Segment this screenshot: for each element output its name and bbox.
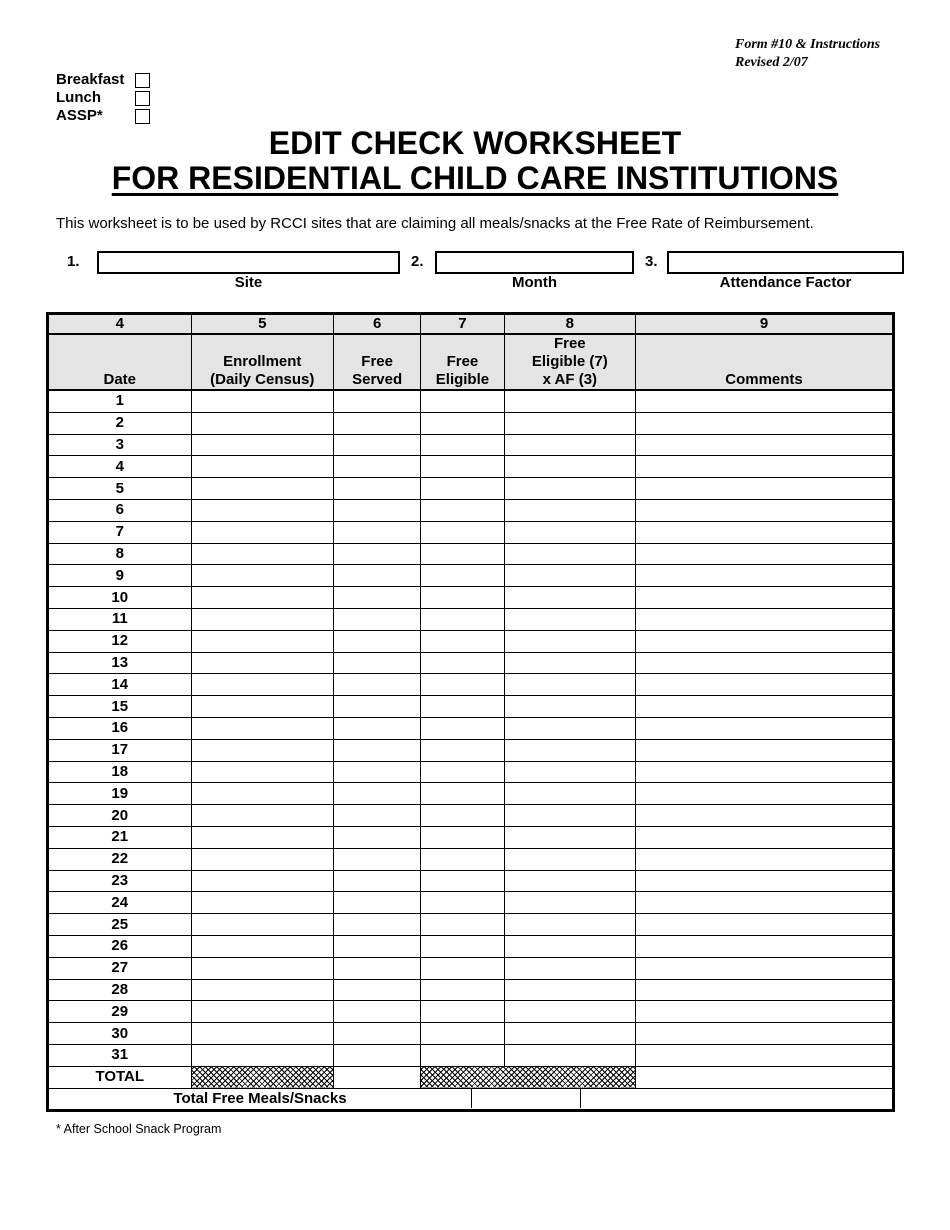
date-cell: 19 [48, 783, 192, 805]
free-eligible-cell[interactable] [421, 390, 504, 412]
free-eligible-af-cell[interactable] [504, 914, 635, 936]
total-label: TOTAL [48, 1066, 192, 1088]
form-identifier [735, 36, 880, 72]
free-eligible-af-cell[interactable] [504, 478, 635, 500]
enrollment-cell[interactable] [191, 979, 334, 1001]
free-served-cell[interactable] [334, 805, 421, 827]
table-row [48, 1044, 894, 1066]
enrollment-cell[interactable] [191, 848, 334, 870]
table-row [48, 565, 894, 587]
free-served-cell[interactable] [334, 1023, 421, 1045]
date-cell: 17 [48, 739, 192, 761]
date-cell: 9 [48, 565, 192, 587]
enrollment-cell[interactable] [191, 957, 334, 979]
free-eligible-cell[interactable] [421, 914, 504, 936]
free-served-cell[interactable] [334, 914, 421, 936]
table-row [48, 608, 894, 630]
enrollment-cell[interactable] [191, 390, 334, 412]
attendance-factor-label: Attendance Factor [719, 274, 852, 291]
date-cell: 5 [48, 478, 192, 500]
enrollment-cell[interactable] [191, 1001, 334, 1023]
date-cell: 11 [48, 608, 192, 630]
total-free-meals-extra[interactable] [580, 1089, 892, 1108]
table-row [48, 652, 894, 674]
date-cell: 30 [48, 1023, 192, 1045]
free-eligible-af-cell[interactable] [504, 565, 635, 587]
comments-cell[interactable] [636, 456, 894, 478]
table-row [48, 1001, 894, 1023]
total-free-meals-label: Total Free Meals/Snacks [173, 1090, 347, 1108]
free-eligible-af-cell[interactable] [504, 412, 635, 434]
edit-check-table [46, 312, 895, 1112]
table-row [48, 739, 894, 761]
date-cell: 21 [48, 826, 192, 848]
free-eligible-af-cell[interactable] [504, 826, 635, 848]
footnote: * After School Snack Program [56, 1122, 222, 1136]
table-row [48, 412, 894, 434]
comments-cell[interactable] [636, 587, 894, 609]
free-served-cell[interactable] [334, 587, 421, 609]
free-eligible-af-cell[interactable] [504, 543, 635, 565]
enrollment-cell[interactable] [191, 456, 334, 478]
table-row [48, 456, 894, 478]
date-cell: 1 [48, 390, 192, 412]
month-field-number: 2. [411, 253, 424, 270]
enrollment-cell[interactable] [191, 674, 334, 696]
header-free-served [334, 334, 421, 390]
lunch-checkbox[interactable] [135, 91, 150, 106]
comments-cell[interactable] [636, 935, 894, 957]
free-eligible-cell[interactable] [421, 434, 504, 456]
free-eligible-af-cell[interactable] [504, 499, 635, 521]
free-eligible-cell[interactable] [421, 761, 504, 783]
header-line: Free [553, 335, 586, 352]
instructions-text: This worksheet is to be used by RCCI sites that are claiming all meals/snacks at the Free Rate of Reimbursement. [56, 215, 814, 232]
date-cell: 22 [48, 848, 192, 870]
enrollment-cell[interactable] [191, 783, 334, 805]
free-eligible-cell[interactable] [421, 739, 504, 761]
table-row [48, 848, 894, 870]
free-served-cell[interactable] [334, 935, 421, 957]
header-line: Eligible [435, 371, 490, 388]
meal-type-assp[interactable] [56, 107, 124, 125]
free-eligible-af-cell[interactable] [504, 957, 635, 979]
header-line: Enrollment [223, 353, 302, 370]
free-served-cell[interactable] [334, 412, 421, 434]
free-eligible-cell[interactable] [421, 630, 504, 652]
free-eligible-cell[interactable] [421, 717, 504, 739]
header-free-eligible [421, 334, 504, 390]
free-eligible-af-cell[interactable] [504, 652, 635, 674]
comments-cell[interactable] [636, 957, 894, 979]
free-served-cell[interactable] [334, 717, 421, 739]
form-number: Form #10 & Instructions [735, 37, 881, 52]
comments-cell[interactable] [636, 848, 894, 870]
free-eligible-cell[interactable] [421, 848, 504, 870]
enrollment-cell[interactable] [191, 805, 334, 827]
table-row [48, 870, 894, 892]
free-served-cell[interactable] [334, 521, 421, 543]
free-served-cell[interactable] [334, 696, 421, 718]
form-revision: Revised 2/07 [735, 55, 808, 70]
free-eligible-cell[interactable] [421, 870, 504, 892]
free-eligible-cell[interactable] [421, 957, 504, 979]
header-line: Served [352, 371, 403, 388]
free-served-cell[interactable] [334, 1044, 421, 1066]
date-cell: 20 [48, 805, 192, 827]
free-eligible-af-cell[interactable] [504, 717, 635, 739]
free-eligible-af-cell[interactable] [504, 696, 635, 718]
free-served-cell[interactable] [334, 870, 421, 892]
comments-cell[interactable] [636, 499, 894, 521]
comments-cell[interactable] [636, 1023, 894, 1045]
comments-cell[interactable] [636, 870, 894, 892]
total-free-meals-row [48, 1088, 894, 1111]
table-row [48, 478, 894, 500]
free-served-cell[interactable] [334, 499, 421, 521]
free-eligible-cell[interactable] [421, 565, 504, 587]
enrollment-cell[interactable] [191, 543, 334, 565]
free-eligible-cell[interactable] [421, 587, 504, 609]
free-eligible-cell[interactable] [421, 478, 504, 500]
column-number: 7 [421, 314, 504, 335]
enrollment-cell[interactable] [191, 608, 334, 630]
table-row [48, 783, 894, 805]
table-row [48, 543, 894, 565]
comments-cell[interactable] [636, 761, 894, 783]
free-eligible-af-cell[interactable] [504, 805, 635, 827]
comments-cell[interactable] [636, 521, 894, 543]
date-cell: 23 [48, 870, 192, 892]
table-row [48, 390, 894, 412]
header-line: (Daily Census) [210, 371, 315, 388]
comments-cell[interactable] [636, 696, 894, 718]
total-row [48, 1066, 894, 1088]
enrollment-cell[interactable] [191, 587, 334, 609]
date-cell: 3 [48, 434, 192, 456]
free-eligible-cell[interactable] [421, 805, 504, 827]
comments-cell[interactable] [636, 979, 894, 1001]
column-number-row [48, 314, 894, 335]
header-line: Free [361, 353, 393, 370]
free-eligible-af-cell[interactable] [504, 935, 635, 957]
free-served-cell[interactable] [334, 674, 421, 696]
free-served-cell[interactable] [334, 652, 421, 674]
comments-cell[interactable] [636, 805, 894, 827]
table-row [48, 674, 894, 696]
date-cell: 24 [48, 892, 192, 914]
free-eligible-cell[interactable] [421, 1044, 504, 1066]
table-row [48, 521, 894, 543]
column-number: 5 [191, 314, 334, 335]
free-eligible-cell[interactable] [421, 499, 504, 521]
comments-cell[interactable] [636, 892, 894, 914]
free-eligible-cell[interactable] [421, 674, 504, 696]
date-cell: 13 [48, 652, 192, 674]
enrollment-cell[interactable] [191, 1044, 334, 1066]
free-eligible-af-cell[interactable] [504, 739, 635, 761]
enrollment-cell[interactable] [191, 935, 334, 957]
free-eligible-af-cell[interactable] [504, 587, 635, 609]
free-eligible-cell[interactable] [421, 652, 504, 674]
comments-cell[interactable] [636, 608, 894, 630]
free-eligible-af-cell[interactable] [504, 1023, 635, 1045]
free-eligible-cell[interactable] [421, 1001, 504, 1023]
meal-type-checklist [56, 71, 124, 125]
header-free-eligible-x-af [504, 334, 635, 390]
column-number: 6 [334, 314, 421, 335]
date-cell: 7 [48, 521, 192, 543]
date-cell: 12 [48, 630, 192, 652]
header-line: x AF (3) [542, 371, 598, 388]
free-eligible-af-cell[interactable] [504, 630, 635, 652]
comments-cell[interactable] [636, 1001, 894, 1023]
column-number: 8 [504, 314, 635, 335]
enrollment-cell[interactable] [191, 717, 334, 739]
free-eligible-af-cell[interactable] [504, 761, 635, 783]
table-row [48, 434, 894, 456]
attendance-factor-input[interactable] [667, 251, 904, 274]
free-eligible-af-cell[interactable] [504, 892, 635, 914]
free-eligible-cell[interactable] [421, 783, 504, 805]
free-eligible-cell[interactable] [421, 696, 504, 718]
site-input[interactable] [97, 251, 400, 274]
table-row [48, 914, 894, 936]
free-eligible-af-cell[interactable] [504, 608, 635, 630]
table-row [48, 892, 894, 914]
enrollment-cell[interactable] [191, 478, 334, 500]
date-cell: 18 [48, 761, 192, 783]
comments-cell[interactable] [636, 390, 894, 412]
month-input[interactable] [435, 251, 634, 274]
free-eligible-af-cell[interactable] [504, 1044, 635, 1066]
comments-cell[interactable] [636, 739, 894, 761]
free-eligible-af-cell[interactable] [504, 674, 635, 696]
page-title: EDIT CHECK WORKSHEET [268, 125, 682, 161]
free-eligible-cell[interactable] [421, 892, 504, 914]
date-cell: 4 [48, 456, 192, 478]
enrollment-cell[interactable] [191, 412, 334, 434]
meal-type-label: Breakfast [56, 71, 125, 88]
date-cell: 2 [48, 412, 192, 434]
free-served-cell[interactable] [334, 630, 421, 652]
free-served-cell[interactable] [334, 979, 421, 1001]
total-enrollment-shaded [191, 1066, 334, 1088]
free-eligible-af-cell[interactable] [504, 390, 635, 412]
free-served-cell[interactable] [334, 608, 421, 630]
free-eligible-af-cell[interactable] [504, 434, 635, 456]
attendance-factor-field-number: 3. [645, 253, 658, 270]
total-free-meals-value[interactable] [471, 1089, 580, 1108]
site-label: Site [234, 274, 263, 291]
enrollment-cell[interactable] [191, 826, 334, 848]
free-eligible-cell[interactable] [421, 979, 504, 1001]
column-number: 9 [636, 314, 894, 335]
enrollment-cell[interactable] [191, 696, 334, 718]
site-field-number: 1. [67, 253, 80, 270]
table-row [48, 805, 894, 827]
date-cell: 27 [48, 957, 192, 979]
free-served-cell[interactable] [334, 957, 421, 979]
comments-cell[interactable] [636, 652, 894, 674]
free-served-cell[interactable] [334, 1001, 421, 1023]
comments-cell[interactable] [636, 412, 894, 434]
date-cell: 10 [48, 587, 192, 609]
comments-cell[interactable] [636, 783, 894, 805]
date-cell: 26 [48, 935, 192, 957]
free-served-cell[interactable] [334, 783, 421, 805]
breakfast-checkbox[interactable] [135, 73, 150, 88]
table-row [48, 717, 894, 739]
table-row [48, 957, 894, 979]
table-row [48, 499, 894, 521]
date-cell: 29 [48, 1001, 192, 1023]
free-served-cell[interactable] [334, 848, 421, 870]
header-enrollment [191, 334, 334, 390]
date-cell: 15 [48, 696, 192, 718]
enrollment-cell[interactable] [191, 739, 334, 761]
enrollment-cell[interactable] [191, 434, 334, 456]
comments-cell[interactable] [636, 478, 894, 500]
free-eligible-cell[interactable] [421, 608, 504, 630]
table-row [48, 630, 894, 652]
table-row [48, 761, 894, 783]
header-line: Date [103, 371, 136, 388]
assp-checkbox[interactable] [135, 109, 150, 124]
enrollment-cell[interactable] [191, 914, 334, 936]
free-eligible-af-cell[interactable] [504, 783, 635, 805]
free-served-cell[interactable] [334, 892, 421, 914]
enrollment-cell[interactable] [191, 892, 334, 914]
free-eligible-cell[interactable] [421, 1023, 504, 1045]
header-line: Free [446, 353, 479, 370]
free-served-cell[interactable] [334, 456, 421, 478]
free-served-cell[interactable] [334, 739, 421, 761]
free-served-cell[interactable] [334, 390, 421, 412]
column-header-row [48, 334, 894, 390]
header-line: Comments [725, 371, 803, 388]
meal-type-breakfast[interactable] [56, 71, 124, 89]
free-eligible-cell[interactable] [421, 456, 504, 478]
free-eligible-af-cell[interactable] [504, 521, 635, 543]
free-eligible-af-cell[interactable] [504, 456, 635, 478]
date-cell: 16 [48, 717, 192, 739]
free-eligible-cell[interactable] [421, 543, 504, 565]
free-served-cell[interactable] [334, 434, 421, 456]
meal-type-label: Lunch [56, 89, 101, 106]
column-number: 4 [48, 314, 192, 335]
free-served-cell[interactable] [334, 543, 421, 565]
header-comments [636, 334, 894, 390]
enrollment-cell[interactable] [191, 630, 334, 652]
table-row [48, 826, 894, 848]
enrollment-cell[interactable] [191, 652, 334, 674]
comments-cell[interactable] [636, 543, 894, 565]
date-cell: 25 [48, 914, 192, 936]
free-served-cell[interactable] [334, 761, 421, 783]
meal-type-label: ASSP* [56, 107, 103, 124]
page-subtitle: FOR RESIDENTIAL CHILD CARE INSTITUTIONS [111, 160, 839, 196]
free-eligible-cell[interactable] [421, 826, 504, 848]
date-cell: 8 [48, 543, 192, 565]
free-eligible-af-cell[interactable] [504, 848, 635, 870]
enrollment-cell[interactable] [191, 499, 334, 521]
free-eligible-af-cell[interactable] [504, 979, 635, 1001]
free-served-cell[interactable] [334, 565, 421, 587]
meal-type-lunch[interactable] [56, 89, 124, 107]
total-comments-cell[interactable] [636, 1066, 894, 1088]
date-cell: 31 [48, 1044, 192, 1066]
comments-cell[interactable] [636, 914, 894, 936]
enrollment-cell[interactable] [191, 761, 334, 783]
comments-cell[interactable] [636, 630, 894, 652]
total-free-served-cell[interactable] [334, 1066, 421, 1088]
date-cell: 28 [48, 979, 192, 1001]
table-row [48, 979, 894, 1001]
free-eligible-af-cell[interactable] [504, 1001, 635, 1023]
comments-cell[interactable] [636, 826, 894, 848]
enrollment-cell[interactable] [191, 1023, 334, 1045]
header-date [48, 334, 192, 390]
enrollment-cell[interactable] [191, 565, 334, 587]
comments-cell[interactable] [636, 674, 894, 696]
free-eligible-af-cell[interactable] [504, 870, 635, 892]
free-served-cell[interactable] [334, 478, 421, 500]
table-row [48, 1023, 894, 1045]
date-cell: 6 [48, 499, 192, 521]
month-label: Month [512, 274, 557, 291]
table-row [48, 587, 894, 609]
free-eligible-cell[interactable] [421, 521, 504, 543]
date-cell: 14 [48, 674, 192, 696]
header-line: Eligible (7) [531, 353, 608, 370]
total-eligible-shaded [421, 1066, 636, 1088]
table-row [48, 696, 894, 718]
table-row [48, 935, 894, 957]
comments-cell[interactable] [636, 434, 894, 456]
enrollment-cell[interactable] [191, 521, 334, 543]
free-eligible-cell[interactable] [421, 935, 504, 957]
free-served-cell[interactable] [334, 826, 421, 848]
comments-cell[interactable] [636, 717, 894, 739]
comments-cell[interactable] [636, 1044, 894, 1066]
free-eligible-cell[interactable] [421, 412, 504, 434]
comments-cell[interactable] [636, 565, 894, 587]
enrollment-cell[interactable] [191, 870, 334, 892]
